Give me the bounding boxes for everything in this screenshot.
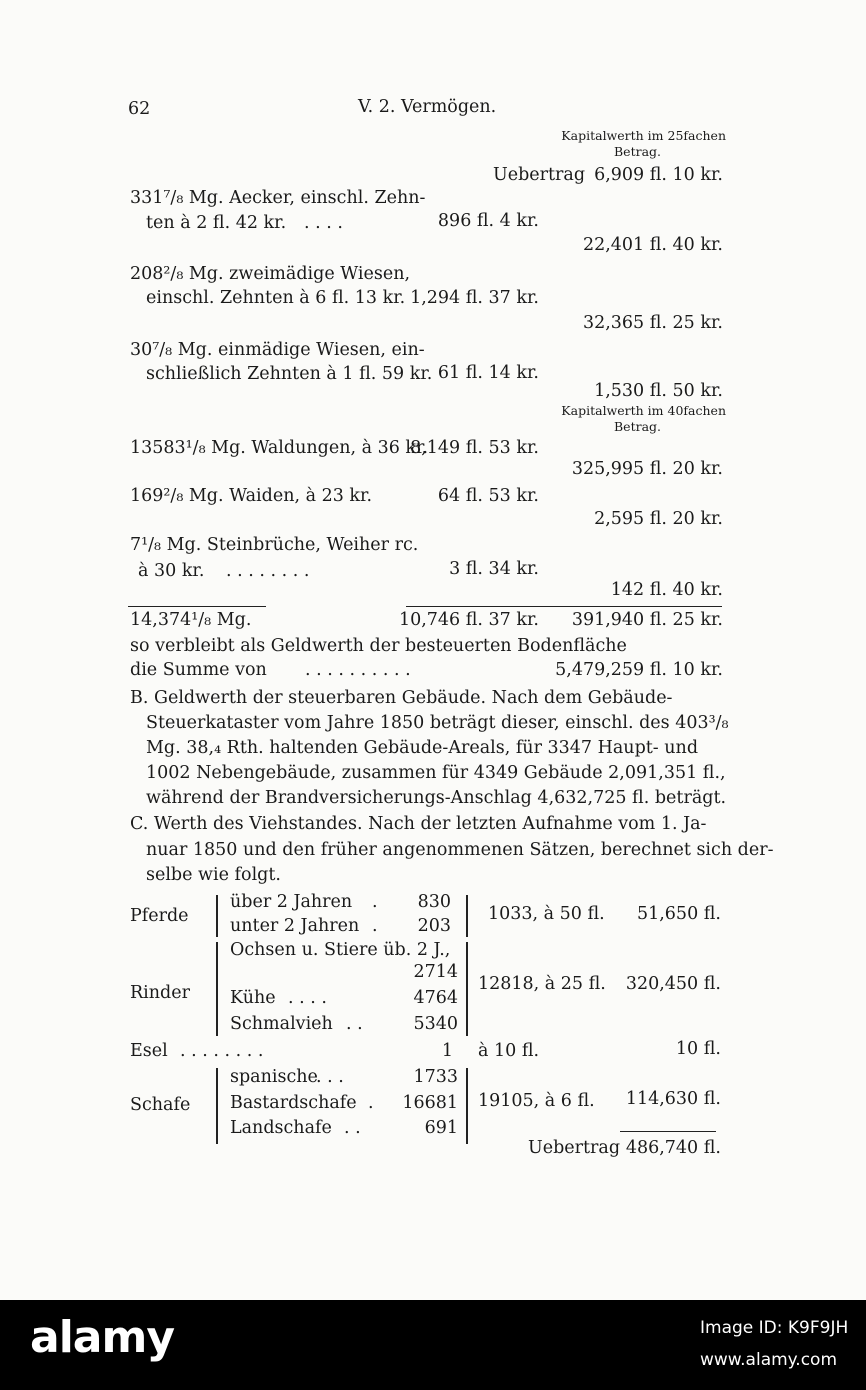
schafe-left-brace: [216, 1068, 218, 1144]
pferde-sub2-dots: .: [372, 916, 378, 936]
final-carry-value: 486,740 fl.: [625, 1138, 721, 1158]
para-b-line5: während der Brandversicherungs-Anschlag 4,632,725 fl. beträgt.: [146, 788, 727, 808]
total-rule-values: [406, 606, 722, 607]
remainder-dots: . . . . . . . . . .: [305, 660, 411, 680]
row-waiden-capital: 2,595 fl. 20 kr.: [594, 509, 723, 529]
rinder-count2: 4764: [413, 988, 458, 1008]
pferde-count1: 830: [417, 892, 451, 912]
schafe-sub2-dots: .: [368, 1093, 374, 1113]
pferde-left-brace: [216, 895, 218, 937]
final-total-rule: [620, 1131, 716, 1132]
pferde-sub1-dots: .: [372, 892, 378, 912]
row-wiesen2-amount: 1,294 fl. 37 kr.: [410, 288, 539, 308]
row-wiesen1-line1: 30⁷/₈ Mg. einmädige Wiesen, ein-: [130, 340, 425, 360]
esel-calc: à 10 fl.: [478, 1041, 540, 1061]
page-number: 62: [128, 99, 151, 119]
column-header-25x: Kapitalwerth im 25fachen: [561, 128, 726, 143]
schafe-sub2: Bastardschafe: [230, 1093, 357, 1113]
rinder-sub2-dots: . . . .: [288, 988, 327, 1008]
pferde-sub1: über 2 Jahren: [230, 892, 353, 912]
livestock-pferde-label: Pferde: [130, 906, 189, 926]
livestock-rinder-label: Rinder: [130, 983, 190, 1003]
column-header-40x: Kapitalwerth im 40fachen: [561, 403, 726, 418]
esel-value: 10 fl.: [675, 1039, 721, 1059]
rinder-sub2: Kühe: [230, 988, 276, 1008]
total-amount: 10,746 fl. 37 kr.: [398, 610, 539, 630]
row-waldungen-amount: 8,149 fl. 53 kr.: [410, 438, 539, 458]
schafe-right-brace: [466, 1068, 468, 1144]
carry-over-value: 6,909 fl. 10 kr.: [594, 165, 723, 185]
row-aecker-line1: 331⁷/₈ Mg. Aecker, einschl. Zehn-: [130, 188, 426, 208]
running-title: V. 2. Vermögen.: [358, 97, 497, 117]
schafe-count3: 691: [424, 1118, 458, 1138]
pferde-count2: 203: [417, 916, 451, 936]
schafe-sub3: Landschafe: [230, 1118, 332, 1138]
schafe-value: 114,630 fl.: [625, 1089, 721, 1109]
row-wiesen1-amount: 61 fl. 14 kr.: [437, 363, 539, 383]
total-area: 14,374¹/₈ Mg.: [130, 610, 252, 630]
row-waiden-line1: 169²/₈ Mg. Waiden, à 23 kr.: [130, 486, 373, 506]
row-wiesen2-capital: 32,365 fl. 25 kr.: [582, 313, 723, 333]
para-b-line1: B. Geldwerth der steuerbaren Gebäude. Nach dem Gebäude-: [130, 688, 673, 708]
para-b-line3: Mg. 38,₄ Rth. haltenden Gebäude-Areals, für 3347 Haupt- und: [146, 738, 699, 758]
row-waldungen-line1: 13583¹/₈ Mg. Waldungen, à 36 kr.: [130, 438, 429, 458]
website-link[interactable]: www.alamy.com: [700, 1350, 838, 1370]
rinder-value: 320,450 fl.: [625, 974, 721, 994]
para-c-line2: nuar 1850 und den früher angenommenen Sätzen, berechnet sich der-: [146, 840, 774, 860]
para-b-line2: Steuerkataster vom Jahre 1850 beträgt dieser, einschl. des 403³/₈: [146, 713, 729, 733]
row-steinbrueche-capital: 142 fl. 40 kr.: [610, 580, 723, 600]
row-waiden-amount: 64 fl. 53 kr.: [437, 486, 539, 506]
livestock-schafe-label: Schafe: [130, 1095, 191, 1115]
row-wiesen1-line2: schließlich Zehnten à 1 fl. 59 kr.: [146, 364, 433, 384]
rinder-sub3: Schmalvieh: [230, 1014, 333, 1034]
row-steinbrueche-line2: à 30 kr.: [138, 561, 205, 581]
schafe-count2: 16681: [402, 1093, 458, 1113]
rinder-count3: 5340: [413, 1014, 458, 1034]
row-aecker-dots: . . . .: [304, 213, 343, 233]
row-aecker-capital: 22,401 fl. 40 kr.: [582, 235, 723, 255]
row-wiesen2-line1: 208²/₈ Mg. zweimädige Wiesen,: [130, 264, 411, 284]
esel-count: 1: [441, 1041, 453, 1061]
carry-over-label: Uebertrag: [493, 165, 586, 185]
image-id: Image ID: K9F9JH: [700, 1318, 849, 1338]
pferde-sub2: unter 2 Jahren: [230, 916, 360, 936]
column-header-40x-betrag: Betrag.: [613, 419, 661, 434]
schafe-calc: 19105, à 6 fl.: [478, 1091, 595, 1111]
row-aecker-amount: 896 fl. 4 kr.: [437, 211, 539, 231]
total-rule-area: [128, 606, 266, 607]
para-c-line1: C. Werth des Viehstandes. Nach der letzten Aufnahme vom 1. Ja-: [130, 814, 707, 834]
rinder-right-brace: [466, 942, 468, 1036]
pferde-right-brace: [466, 895, 468, 937]
schafe-sub3-dots: . .: [344, 1118, 361, 1138]
schafe-sub1-dots: . . .: [316, 1067, 344, 1087]
row-steinbrueche-line1: 7¹/₈ Mg. Steinbrüche, Weiher rc.: [130, 535, 419, 555]
stock-footer-banner: [0, 1300, 866, 1390]
esel-dots: . . . . . . . .: [180, 1041, 264, 1061]
row-steinbrueche-amount: 3 fl. 34 kr.: [449, 559, 539, 579]
row-steinbrueche-dots: . . . . . . . .: [226, 561, 310, 581]
total-capital: 391,940 fl. 25 kr.: [571, 610, 723, 630]
row-waldungen-capital: 325,995 fl. 20 kr.: [571, 459, 723, 479]
remainder-value: 5,479,259 fl. 10 kr.: [555, 660, 723, 680]
remainder-line2: die Summe von: [130, 660, 267, 680]
row-wiesen2-line2: einschl. Zehnten à 6 fl. 13 kr.: [146, 288, 406, 308]
livestock-esel-label: Esel: [130, 1041, 168, 1061]
rinder-count1: 2714: [413, 962, 458, 982]
rinder-calc: 12818, à 25 fl.: [478, 974, 606, 994]
final-carry-label: Uebertrag: [528, 1138, 621, 1158]
para-b-line4: 1002 Nebengebäude, zusammen für 4349 Gebäude 2,091,351 fl.,: [146, 763, 726, 783]
row-aecker-line2: ten à 2 fl. 42 kr.: [146, 213, 287, 233]
rinder-left-brace: [216, 942, 218, 1036]
rinder-sub1: Ochsen u. Stiere üb. 2 J.,: [230, 940, 451, 960]
alamy-logo: alamy: [30, 1312, 174, 1363]
pferde-calc: 1033, à 50 fl.: [488, 904, 605, 924]
para-c-line3: selbe wie folgt.: [146, 865, 281, 885]
row-wiesen1-capital: 1,530 fl. 50 kr.: [594, 381, 723, 401]
schafe-count1: 1733: [413, 1067, 458, 1087]
schafe-sub1: spanische: [230, 1067, 318, 1087]
rinder-sub3-dots: . .: [346, 1014, 363, 1034]
remainder-line1: so verbleibt als Geldwerth der besteuerten Bodenfläche: [130, 636, 627, 656]
pferde-value: 51,650 fl.: [636, 904, 721, 924]
column-header-25x-betrag: Betrag.: [613, 144, 661, 159]
